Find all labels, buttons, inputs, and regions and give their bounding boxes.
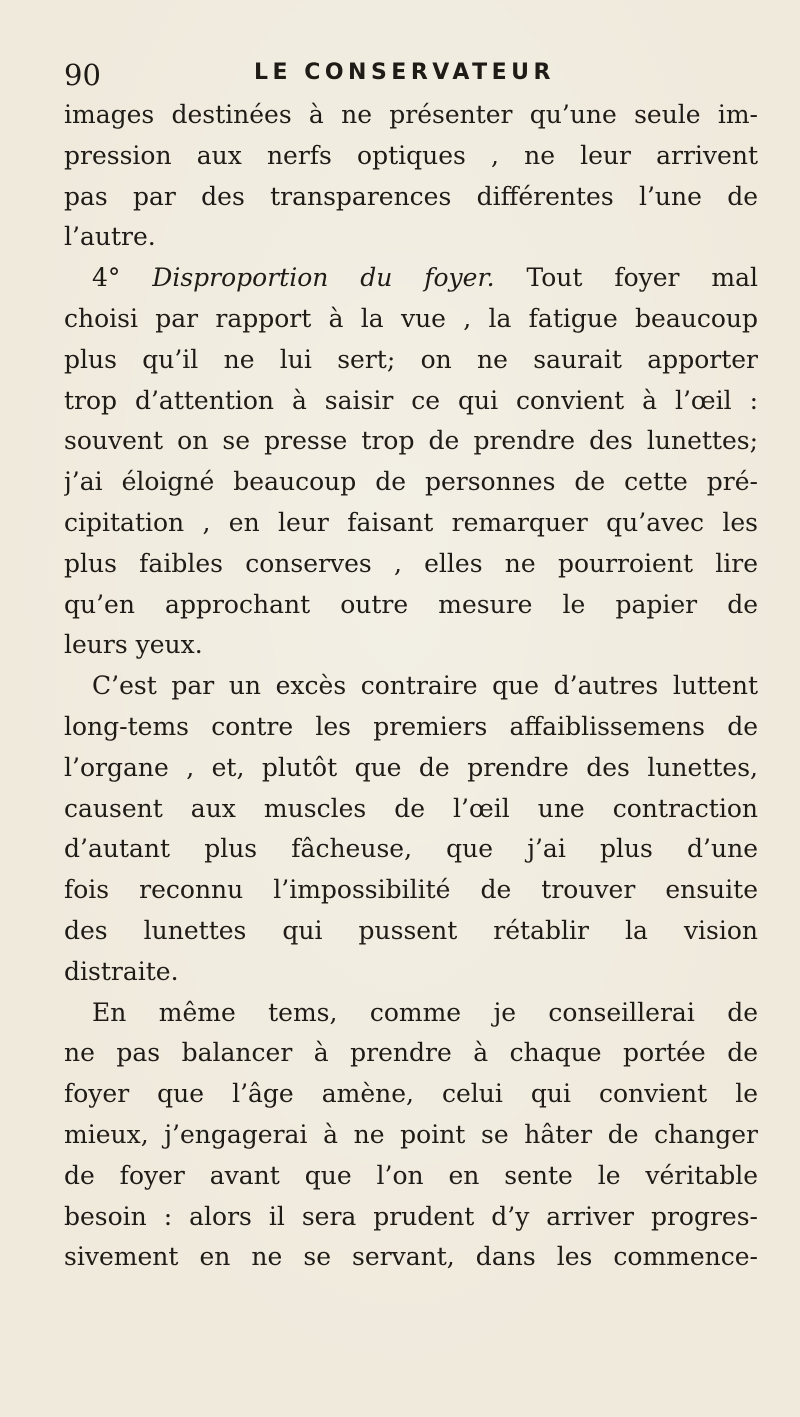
text-line: fois reconnu l’impossibilité de trouver ensuite (64, 875, 758, 905)
text-line: images destinées à ne présenter qu’une seule im- (64, 100, 758, 129)
section-heading-line (64, 258, 758, 299)
text-line: plus qu’il ne lui sert; on ne saurait apporter (64, 344, 758, 374)
text-line: besoin : alors il sera prudent d’y arriver progres- (64, 1201, 758, 1231)
text-line: l’autre. (64, 222, 156, 252)
section-title: Disproportion du foyer. (152, 263, 495, 293)
text-line: C’est par un excès contraire que d’autres luttent (92, 671, 758, 701)
text-line: de foyer avant que l’on en sente le véritable (64, 1160, 758, 1190)
text-line: plus faibles conserves , elles ne pourroient lire (64, 548, 758, 578)
text-line: j’ai éloigné beaucoup de personnes de cette pré- (64, 467, 758, 497)
text-line: l’organe , et, plutôt que de prendre des lunettes, (64, 752, 758, 782)
text-line: d’autant plus fâcheuse, que j’ai plus d’une (64, 834, 758, 864)
running-head (64, 58, 754, 98)
text-line: choisi par rapport à la vue , la fatigue beaucoup (64, 303, 758, 333)
text-line: pression aux nerfs optiques , ne leur arrivent (64, 140, 758, 170)
text-line: cipitation , en leur faisant remarquer qu’avec les (64, 507, 758, 537)
page-number: 90 (64, 58, 101, 92)
text-line: long-tems contre les premiers affaiblissemens de (64, 711, 758, 741)
text-line: En même tems, comme je conseillerai de (92, 997, 758, 1027)
text-line: souvent on se presse trop de prendre des lunettes; (64, 426, 758, 456)
text-line: ne pas balancer à prendre à chaque portée de (64, 1038, 758, 1068)
text-line: mieux, j’engagerai à ne point se hâter de changer (64, 1119, 758, 1149)
section-number: 4° (92, 263, 121, 293)
text-line: distraite. (64, 956, 179, 986)
text-line: des lunettes qui pussent rétablir la vision (64, 915, 758, 945)
text-line: trop d’attention à saisir ce qui convient à l’œil : (64, 385, 758, 415)
running-title: LE CONSERVATEUR (254, 60, 555, 85)
text-fragment: Tout foyer mal (526, 263, 758, 293)
text-line: qu’en approchant outre mesure le papier de (64, 589, 758, 619)
text-line: foyer que l’âge amène, celui qui convient le (64, 1079, 758, 1109)
text-line: leurs yeux. (64, 630, 203, 660)
body-text (64, 95, 758, 1278)
text-line: causent aux muscles de l’œil une contraction (64, 793, 758, 823)
text-line: sivement en ne se servant, dans les commence- (64, 1242, 758, 1272)
text-line: pas par des transparences différentes l’une de (64, 181, 758, 211)
